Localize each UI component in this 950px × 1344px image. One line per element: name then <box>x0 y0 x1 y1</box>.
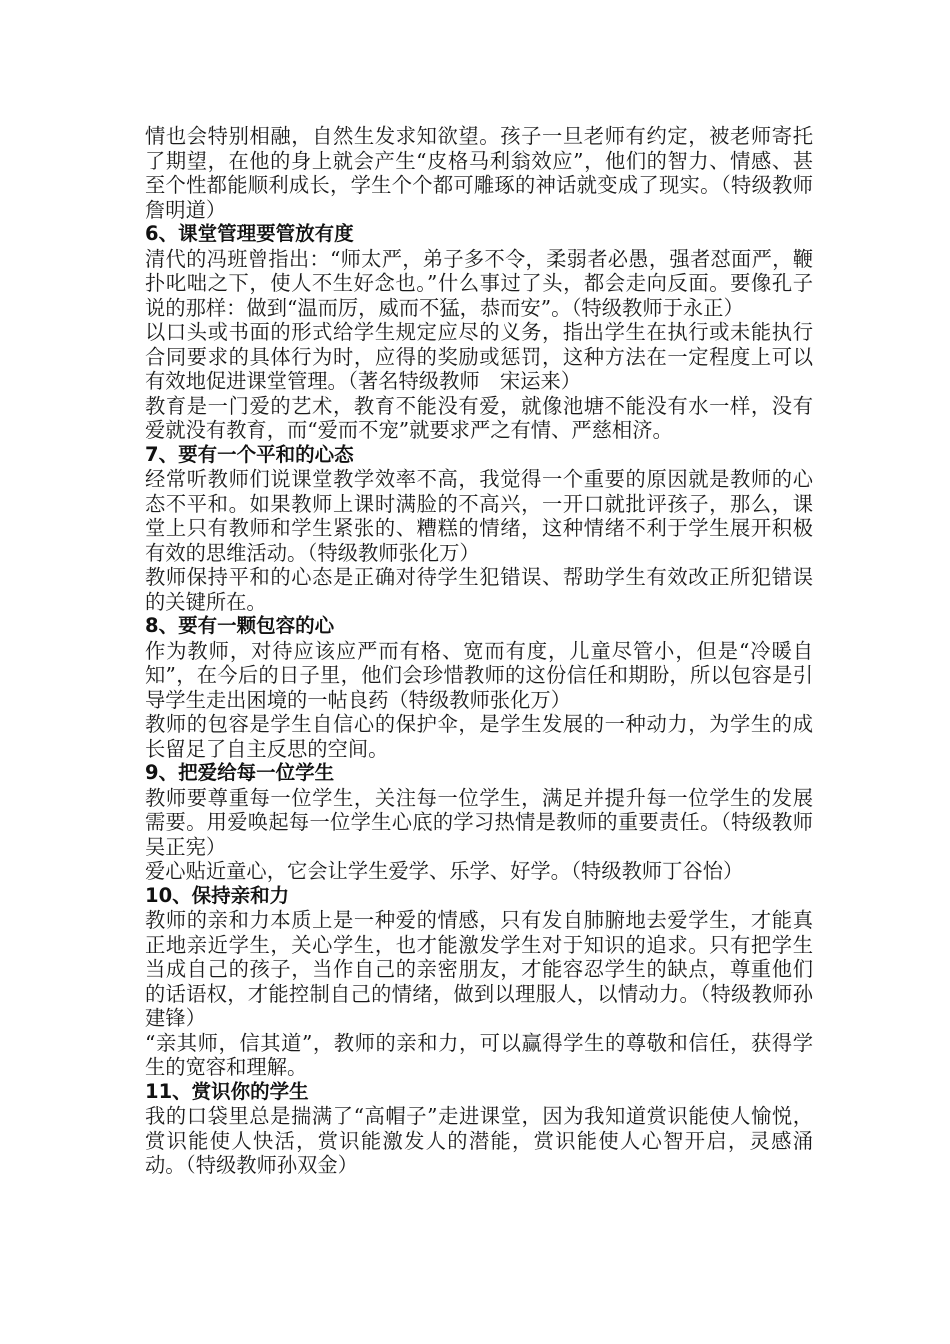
section-heading: 7、要有一个平和的心态 <box>145 442 354 466</box>
paragraph: 教师要尊重每一位学生，关注每一位学生，满足并提升每一位学生的发展需要。用爱唤起每一位学生心底的学习热情是教师的重要责任。（特级教师吴正宪） <box>145 785 813 859</box>
paragraph: 教师的亲和力本质上是一种爱的情感，只有发自肺腑地去爱学生，才能真正地亲近学生，关心学生，也才能激发学生对于知识的追求。只有把学生当成自己的孩子，当作自己的亲密朋友，才能容忍学生的缺点，尊重他们的话语权，才能控制自己的情绪，做到以理服人，以情动力。（特级教师孙建锋） <box>145 908 813 1030</box>
paragraph: 清代的冯班曾指出：“师太严，弟子多不令，柔弱者必愚，强者怼面严，鞭扑叱咄之下，使人不生好念也。”什么事过了头，都会走向反面。要像孔子说的那样：做到“温而厉，威而不猛，恭而安”。（特级教师于永正） <box>145 246 813 320</box>
paragraph: 以口头或书面的形式给学生规定应尽的义务，指出学生在执行或未能执行合同要求的具体行为时，应得的奖励或惩罚，这种方法在一定程度上可以有效地促进课堂管理。（著名特级教师 宋运来） <box>145 320 813 393</box>
paragraph: 教师的包容是学生自信心的保护伞，是学生发展的一种动力，为学生的成长留足了自主反思的空间。 <box>145 712 813 761</box>
paragraph: 作为教师，对待应该应严而有格、宽而有度，儿童尽管小，但是“冷暖自知”，在今后的日子里，他们会珍惜教师的这份信任和期盼，所以包容是引导学生走出困境的一帖良药（特级教师张化万） <box>145 638 813 712</box>
paragraph: 经常听教师们说课堂教学效率不高，我觉得一个重要的原因就是教师的心态不平和。如果教师上课时满脸的不高兴，一开口就批评孩子，那么，课堂上只有教师和学生紧张的、糟糕的情绪，这种情绪不利于学生展开积极有效的思维活动。（特级教师张化万） <box>145 467 813 565</box>
paragraph: 我的口袋里总是揣满了“高帽子”走进课堂，因为我知道赏识能使人愉悦，赏识能使人快活，赏识能激发人的潜能，赏识能使人心智开启，灵感涌动。（特级教师孙双金） <box>145 1104 813 1177</box>
paragraph: 爱心贴近童心，它会让学生爱学、乐学、好学。（特级教师丁谷怡） <box>145 859 744 883</box>
paragraph: 教师保持平和的心态是正确对待学生犯错误、帮助学生有效改正所犯错误的关键所在。 <box>145 565 813 614</box>
paragraph: “亲其师，信其道”，教师的亲和力，可以赢得学生的尊敬和信任，获得学生的宽容和理解。 <box>145 1030 813 1079</box>
paragraph: 情也会特别相融，自然生发求知欲望。孩子一旦老师有约定，被老师寄托了期望，在他的身上就会产生“皮格马利翁效应”，他们的智力、情感、甚至个性都能顺利成长，学生个个都可雕琢的神话就变成了现实。（特级教师 詹明道） <box>145 124 834 222</box>
section-heading: 11、赏识你的学生 <box>145 1079 309 1103</box>
document-page <box>145 124 834 1178</box>
paragraph: 教育是一门爱的艺术，教育不能没有爱，就像池塘不能没有水一样，没有爱就没有教育，而“爱而不宠”就要求严之有情、严慈相济。 <box>145 393 813 442</box>
section-heading: 8、要有一颗包容的心 <box>145 614 335 637</box>
section-heading: 6、课堂管理要管放有度 <box>145 222 354 245</box>
section-heading: 10、保持亲和力 <box>145 883 290 907</box>
section-heading: 9、把爱给每一位学生 <box>145 761 335 784</box>
